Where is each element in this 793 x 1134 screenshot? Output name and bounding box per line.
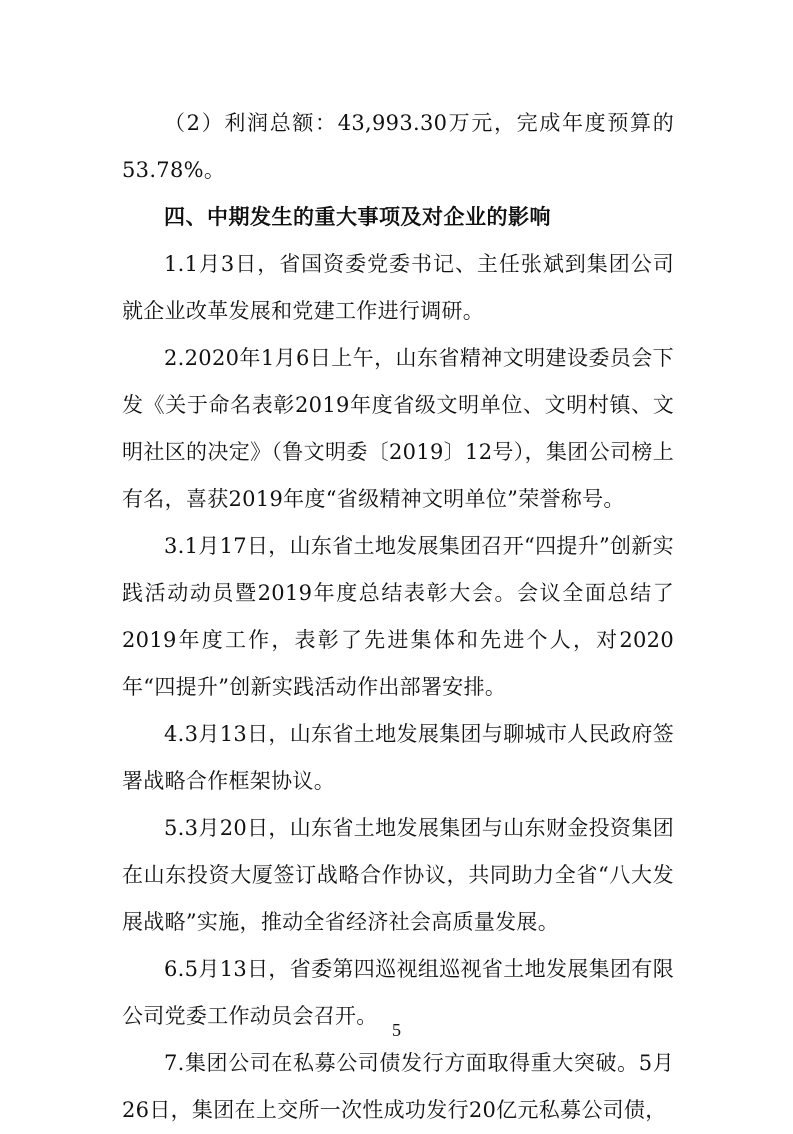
event-item-1: 1.1月3日，省国资委党委书记、主任张斌到集团公司就企业改革发展和党建工作进行调研。 [122, 252, 674, 323]
event-item-7: 7.集团公司在私募公司债发行方面取得重大突破。5月26日，集团在上交所一次性成功发行20亿元私募公司债， [122, 1051, 674, 1122]
page-number: 5 [392, 1020, 401, 1040]
event-item-4: 4.3月13日，山东省土地发展集团与聊城市人民政府签署战略合作框架协议。 [122, 722, 674, 793]
event-item-3: 3.1月17日，山东省土地发展集团召开“四提升”创新实践活动动员暨2019年度总结表彰大会。会议全面总结了2019年度工作，表彰了先进集体和先进个人，对2020年“四提升”创新实践活动作出部署安排。 [122, 534, 674, 699]
document-body [122, 100, 674, 1134]
event-item-6: 6.5月13日，省委第四巡视组巡视省土地发展集团有限公司党委工作动员会召开。 [122, 957, 674, 1028]
profit-paragraph: （2）利润总额：43,993.30万元，完成年度预算的53.78%。 [122, 111, 674, 182]
section-heading: 四、中期发生的重大事项及对企业的影响 [164, 205, 551, 229]
event-item-2: 2.2020年1月6日上午，山东省精神文明建设委员会下发《关于命名表彰2019年度省级文明单位、文明村镇、文明社区的决定》（鲁文明委〔2019〕12号），集团公司榜上有名，喜获2019年度“省级精神文明单位”荣誉称号。 [122, 346, 674, 511]
event-item-5: 5.3月20日，山东省土地发展集团与山东财金投资集团在山东投资大厦签订战略合作协议，共同助力全省“八大发展战略”实施，推动全省经济社会高质量发展。 [122, 816, 674, 934]
